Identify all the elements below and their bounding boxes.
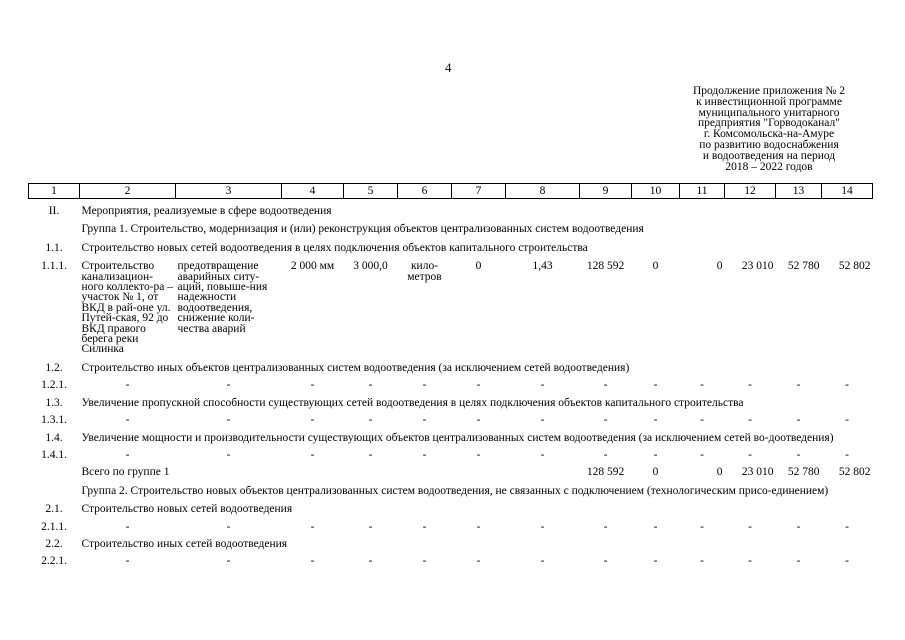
header-row bbox=[29, 184, 873, 199]
header-cell: 12 bbox=[725, 184, 776, 199]
dash-cell: - bbox=[422, 379, 427, 392]
value-cell: 0 bbox=[716, 260, 723, 273]
group-title-row bbox=[29, 479, 873, 497]
group-title: Группа 2. Строительство новых объектов централизованных систем водоотведения, не связанных с подключением (технологическим присо-единением) bbox=[81, 484, 829, 497]
row-number: 2.1.1. bbox=[41, 520, 67, 533]
dash-cell: - bbox=[422, 555, 427, 568]
section-row bbox=[29, 199, 873, 218]
subsection-row bbox=[29, 391, 873, 409]
dash-cell: - bbox=[540, 448, 545, 461]
total-value: 23 010 bbox=[741, 466, 774, 479]
annex-line: предприятия "Горводоканал" bbox=[698, 117, 840, 130]
subsection-title: Строительство иных сетей водоотведения bbox=[81, 537, 288, 550]
dash-cell: - bbox=[310, 448, 315, 461]
dash-cell: - bbox=[422, 414, 427, 427]
diameter-cell: 2 000 мм bbox=[290, 260, 335, 273]
dash-cell: - bbox=[796, 555, 801, 568]
dash-cell: - bbox=[226, 414, 231, 427]
header-cell: 2 bbox=[80, 184, 176, 199]
dash-cell: - bbox=[125, 379, 130, 392]
total-value: 128 592 bbox=[586, 466, 625, 479]
header-cell: 10 bbox=[632, 184, 680, 199]
dash-cell: - bbox=[368, 414, 373, 427]
dash-cell: - bbox=[540, 414, 545, 427]
dash-cell: - bbox=[226, 379, 231, 392]
subsection-row bbox=[29, 426, 873, 444]
dash-cell: - bbox=[310, 379, 315, 392]
dash-cell: - bbox=[226, 555, 231, 568]
unit-cell: кило-метров bbox=[407, 260, 442, 283]
dash-cell: - bbox=[368, 520, 373, 533]
dash-cell: - bbox=[368, 555, 373, 568]
dash-cell: - bbox=[476, 414, 481, 427]
subsection-title: Увеличение пропускной способности существующих сетей водоотведения в целях подключения объектов капитального строительства bbox=[81, 396, 744, 409]
annex-heading bbox=[669, 86, 869, 172]
dash-cell: - bbox=[125, 520, 130, 533]
dash-row bbox=[29, 409, 873, 425]
header-cell: 14 bbox=[822, 184, 873, 199]
value-cell: 0 bbox=[652, 260, 659, 273]
page-number: 4 bbox=[445, 60, 452, 75]
dash-cell: - bbox=[603, 414, 608, 427]
dash-cell: - bbox=[603, 379, 608, 392]
header-cell: 9 bbox=[580, 184, 632, 199]
dash-cell: - bbox=[845, 520, 849, 533]
row-number: 1.1.1. bbox=[41, 260, 67, 273]
dash-cell: - bbox=[125, 555, 130, 568]
dash-cell: - bbox=[653, 555, 658, 568]
value-cell: 1,43 bbox=[532, 260, 553, 273]
length-cell: 3 000,0 bbox=[353, 260, 388, 273]
annex-line: 2018 – 2022 годов bbox=[725, 160, 813, 173]
dash-cell: - bbox=[310, 520, 315, 533]
investment-table bbox=[28, 183, 873, 567]
subsection-row bbox=[29, 497, 873, 515]
dash-cell: - bbox=[796, 414, 801, 427]
header-cell: 7 bbox=[452, 184, 506, 199]
row-number: II. bbox=[48, 205, 60, 217]
dash-cell: - bbox=[368, 448, 373, 461]
dash-cell: - bbox=[700, 379, 704, 392]
dash-row bbox=[29, 444, 873, 460]
row-number: 2.2.1. bbox=[41, 555, 67, 568]
dash-cell: - bbox=[845, 448, 849, 461]
dash-row bbox=[29, 516, 873, 532]
object-purpose: предотвращение аварийных ситу-аций, повыше-ния надежности водоотведения, снижение коли-чества аварий bbox=[177, 260, 268, 335]
object-name: Строительство канализацион-ного коллекто-ра – участок № 1, от ВКД в рай-оне ул. Путей-ская, 92 до ВКД правого берега реки Силинка bbox=[81, 260, 174, 356]
dash-cell: - bbox=[310, 414, 315, 427]
dash-cell: - bbox=[700, 520, 704, 533]
annex-line: по развитию водоснабжения bbox=[699, 138, 839, 151]
dash-cell: - bbox=[476, 520, 481, 533]
group-title-row bbox=[29, 217, 873, 235]
row-number: 1.2.1. bbox=[41, 379, 67, 392]
row-number: 2.1. bbox=[45, 503, 63, 516]
dash-cell: - bbox=[796, 379, 801, 392]
dash-cell: - bbox=[125, 448, 130, 461]
subsection-title: Строительство новых сетей водоотведения bbox=[81, 503, 293, 516]
dash-cell: - bbox=[603, 448, 608, 461]
header-cell: 6 bbox=[398, 184, 452, 199]
dash-cell: - bbox=[125, 414, 130, 427]
row-number: 1.4. bbox=[45, 431, 63, 444]
total-value: 52 780 bbox=[787, 466, 820, 479]
total-value: 0 bbox=[716, 466, 723, 479]
row-number: 1.2. bbox=[45, 361, 63, 374]
subsection-row bbox=[29, 532, 873, 550]
dash-cell: - bbox=[653, 379, 658, 392]
section-title: Мероприятия, реализуемые в сфере водоотведения bbox=[81, 205, 332, 217]
dash-cell: - bbox=[748, 520, 752, 533]
dash-cell: - bbox=[653, 520, 658, 533]
dash-cell: - bbox=[653, 448, 658, 461]
annex-line: и водоотведения на период bbox=[702, 149, 836, 162]
row-number: 1.3.1. bbox=[41, 414, 67, 427]
value-cell: 23 010 bbox=[741, 260, 774, 273]
subsection-title: Строительство иных объектов централизованных систем водоотведения (за исключением сетей водоотведения) bbox=[81, 361, 630, 374]
dash-cell: - bbox=[226, 448, 231, 461]
dash-cell: - bbox=[796, 448, 801, 461]
value-cell: 128 592 bbox=[586, 260, 625, 273]
dash-cell: - bbox=[653, 414, 658, 427]
header-cell: 3 bbox=[176, 184, 282, 199]
subsection-row bbox=[29, 356, 873, 374]
row-number: 1.4.1. bbox=[41, 448, 67, 461]
row-number: 2.2. bbox=[45, 537, 63, 550]
dash-cell: - bbox=[476, 379, 481, 392]
header-cell: 13 bbox=[776, 184, 822, 199]
header-cell: 8 bbox=[506, 184, 580, 199]
dash-cell: - bbox=[476, 555, 481, 568]
dash-cell: - bbox=[700, 448, 704, 461]
dash-cell: - bbox=[422, 448, 427, 461]
header-cell: 1 bbox=[29, 184, 80, 199]
subsection-row bbox=[29, 236, 873, 254]
header-cell: 5 bbox=[344, 184, 398, 199]
dash-cell: - bbox=[226, 520, 231, 533]
value-cell: 52 780 bbox=[787, 260, 820, 273]
total-label: Всего по группе 1 bbox=[81, 466, 170, 479]
subsection-title: Строительство новых сетей водоотведения в целях подключения объектов капитального строительства bbox=[81, 241, 588, 254]
dash-cell: - bbox=[540, 555, 545, 568]
value-cell: 0 bbox=[475, 260, 482, 273]
dash-cell: - bbox=[845, 555, 849, 568]
annex-line: муниципального унитарного bbox=[698, 106, 840, 119]
dash-row bbox=[29, 374, 873, 390]
total-value: 0 bbox=[652, 466, 659, 479]
dash-cell: - bbox=[845, 379, 849, 392]
dash-cell: - bbox=[603, 520, 608, 533]
annex-line: к инвестиционной программе bbox=[696, 95, 842, 108]
dash-cell: - bbox=[748, 555, 752, 568]
dash-cell: - bbox=[748, 379, 752, 392]
dash-cell: - bbox=[476, 448, 481, 461]
value-cell: 52 802 bbox=[838, 260, 871, 273]
dash-cell: - bbox=[748, 448, 752, 461]
dash-cell: - bbox=[422, 520, 427, 533]
dash-cell: - bbox=[748, 414, 752, 427]
dash-cell: - bbox=[796, 520, 801, 533]
dash-row bbox=[29, 550, 873, 566]
total-row bbox=[29, 460, 873, 478]
row-number: 1.3. bbox=[45, 396, 63, 409]
dash-cell: - bbox=[700, 414, 704, 427]
subsection-title: Увеличение мощности и производительности существующих объектов централизованных систем водоотведения (за исключением сетей во-доотведения) bbox=[81, 431, 834, 444]
group-title: Группа 1. Строительство, модернизация и (или) реконструкция объектов централизованных систем водоотведения bbox=[81, 223, 644, 236]
dash-cell: - bbox=[310, 555, 315, 568]
dash-cell: - bbox=[368, 379, 373, 392]
dash-cell: - bbox=[603, 555, 608, 568]
annex-line: г. Комсомольска-на-Амуре bbox=[703, 128, 835, 141]
dash-cell: - bbox=[540, 520, 545, 533]
data-row bbox=[29, 254, 873, 356]
annex-line: Продолжение приложения № 2 bbox=[692, 85, 846, 97]
row-number: 1.1. bbox=[45, 241, 63, 254]
header-cell: 4 bbox=[282, 184, 344, 199]
dash-cell: - bbox=[700, 555, 704, 568]
header-cell: 11 bbox=[680, 184, 725, 199]
total-value: 52 802 bbox=[838, 466, 871, 479]
dash-cell: - bbox=[845, 414, 849, 427]
dash-cell: - bbox=[540, 379, 545, 392]
